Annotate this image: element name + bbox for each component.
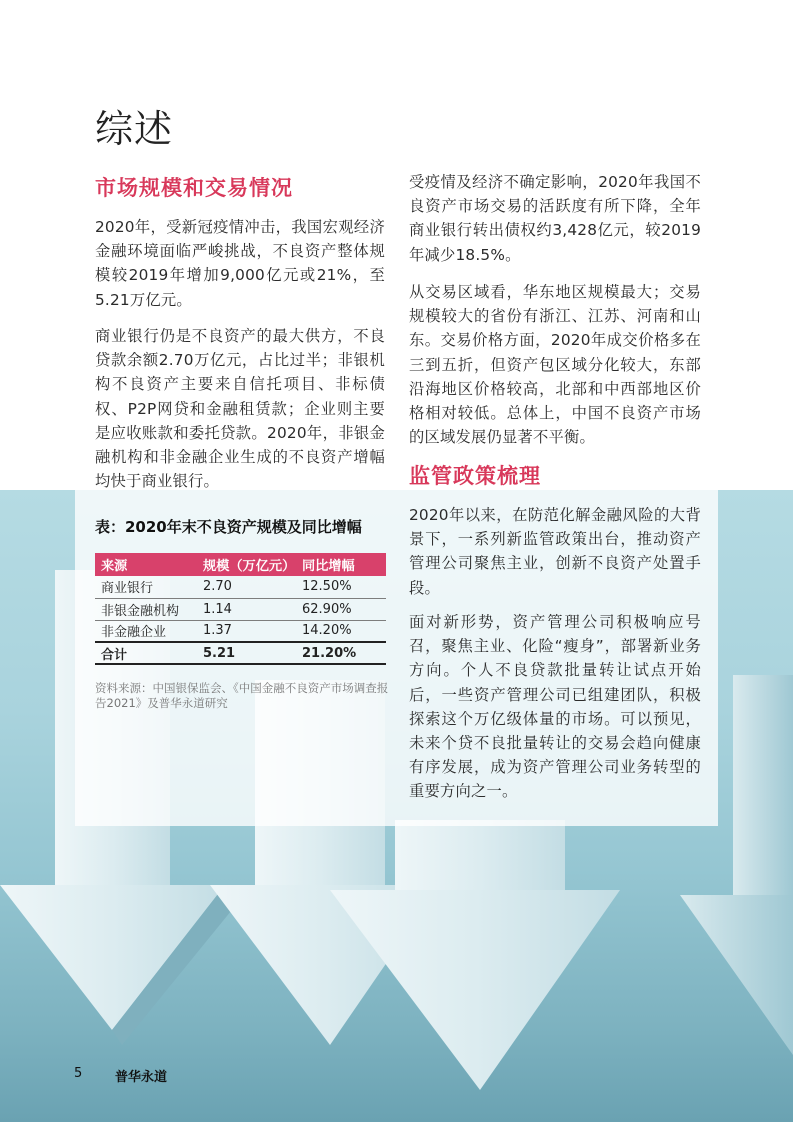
page-number: 5 xyxy=(74,1066,83,1081)
table-row xyxy=(95,576,386,598)
table-row xyxy=(95,598,386,620)
table-cell: 12.50% xyxy=(296,576,386,598)
npl-scale-table xyxy=(95,553,386,665)
table-source-note: 资料来源：中国银保监会、《中国金融不良资产市场调查报告2021》及普华永道研究 xyxy=(95,681,389,710)
table-cell: 非金融企业 xyxy=(95,620,197,642)
table-header-row xyxy=(95,553,386,576)
paragraph: 面对新形势，资产管理公司积极响应号召，聚焦主业、化险“瘦身”，部署新业务方向。个人不良贷款批量转让试点开始后，一些资产管理公司已组建团队，积极探索这个万亿级体量的市场。可以预见，未来个贷不良批量转让的交易会趋向健康有序发展，成为资产管理公司业务转型的重要方向之一。 xyxy=(409,613,701,801)
paragraph: 从交易区域看，华东地区规模最大；交易规模较大的省份有浙江、江苏、河南和山东。交易价格方面，2020年成交价格多在三到五折，但资产包区域分化较大，东部沿海地区价格较高，北部和中西部地区价格相对较低。总体上，中国不良资产市场的区域发展仍显著不平衡。 xyxy=(409,283,701,447)
table-row xyxy=(95,620,386,642)
section-title-regulation: 监管政策梳理 xyxy=(409,464,541,488)
table-cell: 21.20% xyxy=(296,642,386,664)
table-cell: 1.14 xyxy=(197,598,296,620)
footer-brand: 普华永道 xyxy=(115,1070,168,1085)
table-header-cell: 同比增幅 xyxy=(296,553,386,576)
page-heading: 综述 xyxy=(95,107,174,151)
table-cell: 非银金融机构 xyxy=(95,598,197,620)
paragraph: 2020年，受新冠疫情冲击，我国宏观经济金融环境面临严峻挑战，不良资产整体规模较2019年增加9,000亿元或21%，至5.21万亿元。 xyxy=(95,218,385,309)
table-header-cell: 规模（万亿元） xyxy=(197,553,296,576)
table-header-cell: 来源 xyxy=(95,553,197,576)
table-total-row xyxy=(95,642,386,664)
section-title-market: 市场规模和交易情况 xyxy=(95,176,293,200)
paragraph: 商业银行仍是不良资产的最大供方，不良贷款余额2.70万亿元，占比过半；非银机构不良资产主要来自信托项目、非标债权、P2P网贷和金融租赁款；企业则主要是应收账款和委托贷款。2020年，非银金融机构和非金融企业生成的不良资产增幅均快于商业银行。 xyxy=(95,327,385,491)
table-cell: 合计 xyxy=(95,642,197,664)
paragraph: 2020年以来，在防范化解金融风险的大背景下，一系列新监管政策出台，推动资产管理公司聚焦主业，创新不良资产处置手段。 xyxy=(409,506,701,597)
table-cell: 商业银行 xyxy=(95,576,197,598)
table-cell: 62.90% xyxy=(296,598,386,620)
table-cell: 5.21 xyxy=(197,642,296,664)
paragraph: 受疫情及经济不确定影响，2020年我国不良资产市场交易的活跃度有所下降，全年商业银行转出债权约3,428亿元，较2019年减少18.5%。 xyxy=(409,173,701,264)
table-title: 表：2020年末不良资产规模及同比增幅 xyxy=(95,518,362,536)
table-cell: 2.70 xyxy=(197,576,296,598)
table-cell: 14.20% xyxy=(296,620,386,642)
table-cell: 1.37 xyxy=(197,620,296,642)
